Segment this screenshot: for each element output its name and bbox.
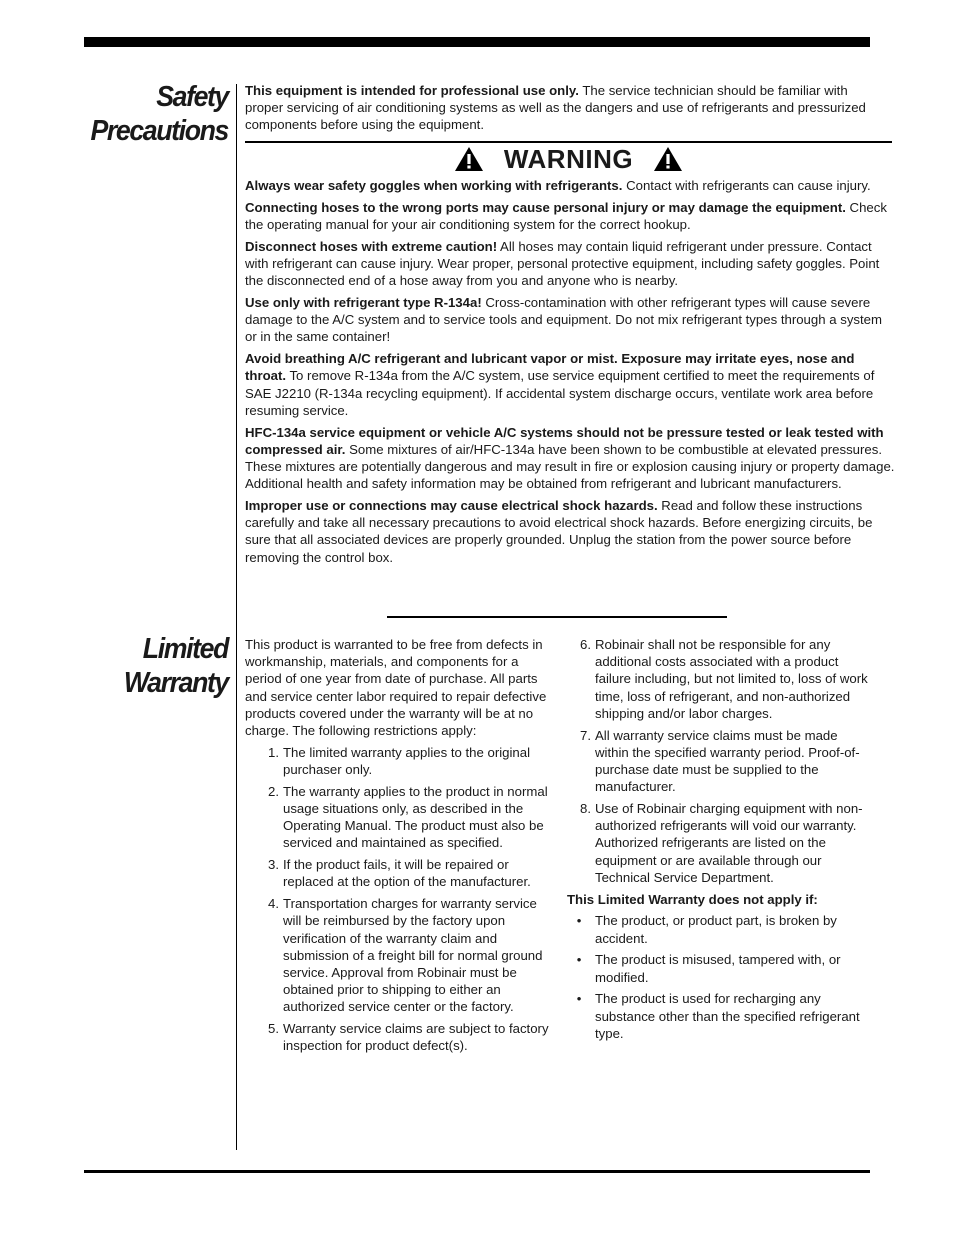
warning-triangle-icon xyxy=(653,146,683,172)
restriction-item xyxy=(255,856,550,890)
warning-text: Some mixtures of air/HFC-134a have been shown to be combustible at elevated pressures. These mixtures are potentially dangerous and may result in fire or explosion causing injury or property damage. Additional health and safety information may be obtained from refrigerant and lubricant manufacturers. xyxy=(245,441,895,492)
intro-text: The service technician should be familiar with proper servicing of air conditioning systems as well as the dangers and use of refrigerants and pressurized components before using the equipment. xyxy=(245,83,866,133)
item-number: 3. xyxy=(268,857,279,873)
restriction-item xyxy=(567,636,872,722)
item-text: Warranty service claims are subject to factory inspection for product defect(s). xyxy=(283,1021,549,1054)
warranty-left-column xyxy=(245,636,550,1059)
bullet: • xyxy=(576,952,582,968)
restriction-item xyxy=(567,727,872,796)
warning-item xyxy=(245,497,895,566)
bullet: • xyxy=(576,991,582,1007)
warning-lead: Connecting hoses to the wrong ports may cause personal injury or may damage the equipment. xyxy=(245,199,846,215)
warning-text: To remove R-134a from the A/C system, use service equipment certified to meet the requirements of SAE J2210 (R-134a recycling equipment). If accidental system discharge occurs, ventilate work area before resuming service. xyxy=(245,368,875,418)
warning-lead: Avoid breathing A/C refrigerant and lubricant vapor or mist. Exposure may irritate eyes, nose and throat. xyxy=(245,351,855,384)
warning-item xyxy=(245,177,895,194)
warning-list xyxy=(245,177,895,570)
exclusion-item xyxy=(567,912,872,946)
restriction-item xyxy=(255,744,550,778)
warranty-intro: This product is warranted to be free from defects in workmanship, materials, and components for a period of one year from date of purchase. All parts and service center labor required to repair defective products covered under the warranty will be at no charge. The following restrictions apply: xyxy=(245,637,547,739)
limited-warranty-heading xyxy=(73,632,228,700)
heading-line: Limited xyxy=(142,633,228,665)
bottom-rule xyxy=(84,1170,870,1173)
warning-text: All hoses may contain liquid refrigerant under pressure. Contact with refrigerant can cause injury. Wear proper, personal protective equipment, including safety goggles. Point the disconnected end of a hose away from you and anyone who is nearby. xyxy=(245,238,880,289)
warning-lead: Improper use or connections may cause electrical shock hazards. xyxy=(245,498,658,514)
exclusion-item xyxy=(567,990,872,1042)
warning-title: WARNING xyxy=(503,143,634,174)
restriction-item xyxy=(255,783,550,852)
bullet: • xyxy=(576,913,582,929)
warning-triangle-icon xyxy=(454,146,484,172)
restriction-list xyxy=(567,636,872,886)
warning-item xyxy=(245,238,895,290)
exclusions-title: This Limited Warranty does not apply if: xyxy=(567,891,818,907)
item-text: The product, or product part, is broken by accident. xyxy=(595,913,837,946)
top-rule xyxy=(84,37,870,47)
intro-bold: This equipment is intended for professional use only. xyxy=(245,83,579,98)
warning-banner xyxy=(245,142,892,176)
restriction-item xyxy=(255,895,550,1015)
warning-lead: Disconnect hoses with extreme caution! xyxy=(245,238,498,254)
safety-intro xyxy=(245,82,885,134)
item-text: The limited warranty applies to the original purchaser only. xyxy=(283,744,531,778)
warning-lead: Always wear safety goggles when working with refrigerants. xyxy=(245,178,623,193)
warning-item xyxy=(245,424,895,493)
margin-divider xyxy=(236,84,237,1150)
heading-line: Warranty xyxy=(123,667,228,699)
item-number: 6. xyxy=(580,637,591,652)
warning-item xyxy=(245,350,895,419)
item-number: 8. xyxy=(580,801,591,817)
item-text: Transportation charges for warranty service will be reimbursed by the factory upon verification of the warranty claim and submission of a freight bill for normal ground service. Approval from Robinair must be obtained prior to shipping to either an authorized service center or the factory. xyxy=(283,896,543,1015)
restriction-list xyxy=(245,744,550,1055)
warranty-right-column xyxy=(567,636,872,1047)
exclusion-list xyxy=(567,912,872,1042)
warning-item xyxy=(245,294,895,346)
warning-lead: Use only with refrigerant type R-134a! xyxy=(245,295,482,310)
item-text: Robinair shall not be responsible for any additional costs associated with a product failure including, but not limited to, loss of work time, loss of refrigerant, and non-authorized shipping and/or labor charges. xyxy=(595,637,868,721)
item-text: The product is misused, tampered with, or modified. xyxy=(595,952,841,985)
warning-item xyxy=(245,199,895,233)
item-number: 7. xyxy=(580,727,591,743)
restriction-item xyxy=(567,800,872,886)
item-number: 2. xyxy=(268,783,279,799)
section-separator xyxy=(387,616,727,618)
warning-text: Check the operating manual for your air conditioning system for the correct hookup. xyxy=(245,199,887,232)
item-text: If the product fails, it will be repaired or replaced at the option of the manufacturer. xyxy=(283,857,531,890)
warning-text: Contact with refrigerants can cause injury. xyxy=(622,178,871,193)
item-text: Use of Robinair charging equipment with non-authorized refrigerants will void our warranty. Authorized refrigerants are listed on the equipment or are available through our Technical Service Department. xyxy=(595,801,863,885)
item-number: 4. xyxy=(268,896,279,912)
heading-line: Precautions xyxy=(90,115,228,147)
warning-text: Cross-contamination with other refrigerant types will cause severe damage to the A/C system and to service tools and equipment. Do not mix refrigerant types through a system or in the same container! xyxy=(245,295,882,345)
exclusion-item xyxy=(567,951,872,985)
item-text: The product is used for recharging any substance other than the specified refrigerant type. xyxy=(595,991,860,1041)
warning-lead: HFC-134a service equipment or vehicle A/C systems should not be pressure tested or leak tested with compressed air. xyxy=(245,424,884,457)
item-text: All warranty service claims must be made within the specified warranty period. Proof-of-purchase date must be supplied to the manufacturer. xyxy=(595,727,860,795)
safety-precautions-heading xyxy=(73,80,228,148)
item-number: 1. xyxy=(268,744,279,760)
restriction-item xyxy=(255,1020,550,1054)
item-number: 5. xyxy=(268,1021,279,1037)
warning-text: Read and follow these instructions carefully and take all necessary precautions to avoid electrical shock hazards. Before energizing circuits, be sure that all associated devices are properly grounded. Unplug the station from the power source before removing the control box. xyxy=(245,498,873,565)
heading-line: Safety xyxy=(156,81,228,113)
item-text: The warranty applies to the product in normal usage situations only, as described in the Operating Manual. The product must also be serviced and maintained as specified. xyxy=(283,783,548,851)
